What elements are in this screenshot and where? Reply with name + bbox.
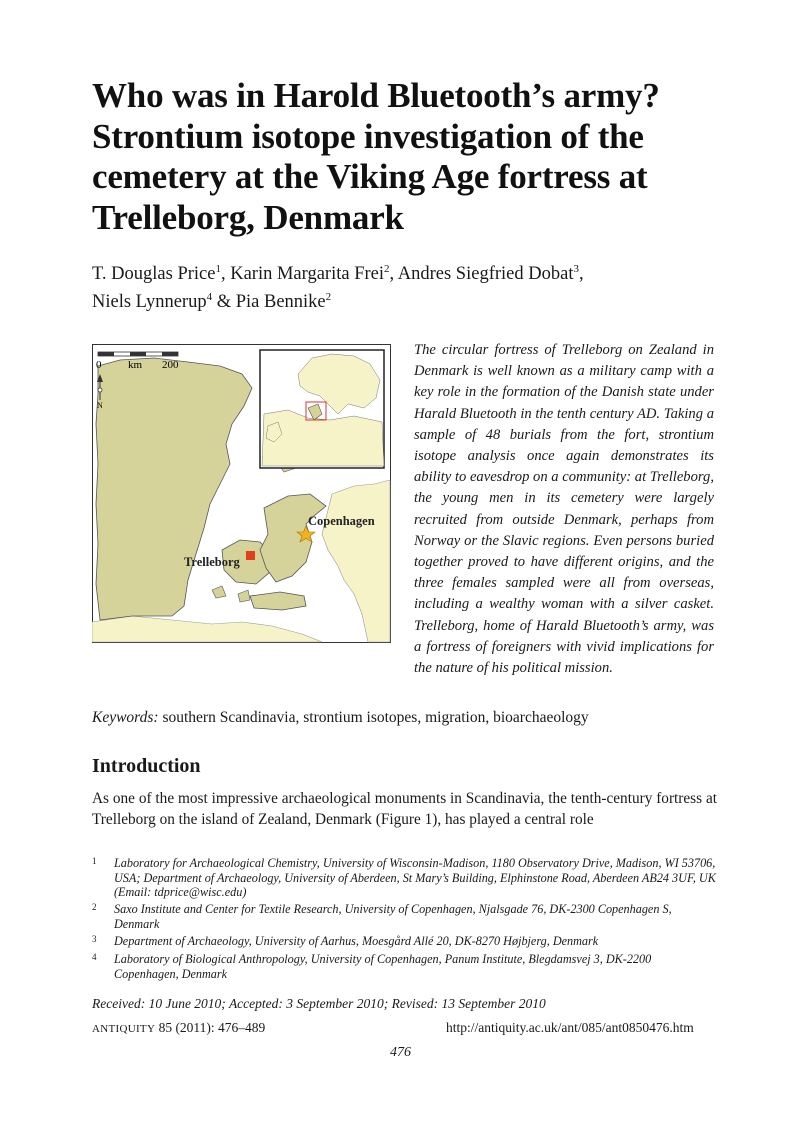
author-name: Niels Lynnerup	[92, 292, 207, 312]
author-name: Andres Siegfried Dobat	[397, 264, 574, 284]
article-title: Who was in Harold Bluetooth’s army? Strontium isotope investigation of the cemetery at the Viking Age fortress at Trelleborg, Denmark	[92, 76, 660, 237]
author-affiliation: 4	[206, 290, 213, 303]
journal-reference: 85 (2011): 476–489	[155, 1020, 266, 1035]
author-affiliation: 1	[215, 262, 221, 275]
page-number: 476	[390, 1045, 411, 1060]
author-name: Karin Margarita Frei	[230, 264, 385, 284]
trelleborg-label: Trelleborg	[184, 555, 240, 569]
received-dates: Received: 10 June 2010; Accepted: 3 September 2010; Revised: 13 September 2010	[92, 996, 546, 1011]
footnote-text: Laboratory of Biological Anthropology, University of Copenhagen, Panum Institute, Blegdamsvej 3, DK-2200 Copenhagen, Denmark	[114, 952, 652, 981]
north-label: N	[97, 401, 103, 410]
abstract-text: The circular fortress of Trelleborg on Zealand in Denmark is well known as a military camp with a key role in the formation of the Danish state under Harald Bluetooth in the tenth century AD. Taking a sample of 48 burials from the fort, strontium isotope analysis once again demonstrates its ability to eavesdrop on a community: at Trelleborg, the young men in its cemetery were largely recruited from outside Denmark, perhaps from Norway or the Slavic regions. Even persons buried together proved to have different origins, and the three females sampled were all from overseas, including a wealthy woman with a silver casket. Trelleborg, home of Harald Bluetooth’s army, was a fortress of foreigners with vivid implications for the nature of his political mission.	[414, 342, 714, 677]
keywords	[92, 708, 732, 728]
footnote-number: 2	[92, 902, 97, 912]
footnote-text: Department of Archaeology, University of Aarhus, Moesgård Allé 20, DK-8270 Højbjerg, Denmark	[114, 934, 599, 948]
scale-unit-label: km	[128, 359, 143, 371]
journal-citation	[92, 1020, 265, 1036]
author-name: Pia Bennike	[235, 292, 326, 312]
footnote	[92, 952, 717, 981]
footnote-number: 3	[92, 934, 97, 944]
introduction-paragraph: As one of the most impressive archaeological monuments in Scandinavia, the tenth-century fortress at Trelleborg on the island of Zealand, Denmark (Figure 1), has played a central role	[92, 790, 717, 828]
scale-zero-label: 0	[96, 359, 102, 371]
author-separator: ,	[220, 264, 231, 284]
footnote-text: Laboratory for Archaeological Chemistry, University of Wisconsin-Madison, 1180 Observatory Drive, Madison, WI 53706, USA; Department of Archaeology, University of Aberdeen, St Mary’s Building, Elphinstone Road, Aberdeen AB24 3UF, UK (Email: tdprice@wisc.edu)	[114, 856, 716, 899]
footnote	[92, 902, 717, 931]
footnote-number: 1	[92, 856, 97, 866]
keywords-list: southern Scandinavia, strontium isotopes, migration, bioarchaeology	[162, 709, 589, 726]
footnote	[92, 856, 717, 900]
section-heading-introduction: Introduction	[92, 755, 201, 777]
author-separator: ,	[389, 264, 398, 284]
footnote-number: 4	[92, 952, 97, 962]
article-url-link[interactable]: http://antiquity.ac.uk/ant/085/ant0850476.htm	[446, 1020, 694, 1035]
copenhagen-label: Copenhagen	[308, 514, 375, 528]
map-float-spacer	[92, 340, 414, 679]
author-affiliation: 2	[384, 262, 390, 275]
author-affiliation: 3	[573, 262, 579, 275]
footnote	[92, 934, 717, 949]
abstract	[92, 340, 714, 679]
scale-max-label: 200	[162, 359, 179, 371]
keywords-label: Keywords:	[92, 709, 159, 726]
author-affiliation: 2	[325, 290, 332, 303]
author-list	[92, 260, 732, 316]
author-separator: &	[212, 292, 236, 312]
author-separator: ,	[578, 264, 584, 284]
footnote-text: Saxo Institute and Center for Textile Research, University of Copenhagen, Njalsgade 76, DK-2300 Copenhagen S, Denmark	[114, 902, 672, 931]
author-name: T. Douglas Price	[92, 264, 216, 284]
journal-name: ANTIQUITY	[92, 1023, 156, 1035]
